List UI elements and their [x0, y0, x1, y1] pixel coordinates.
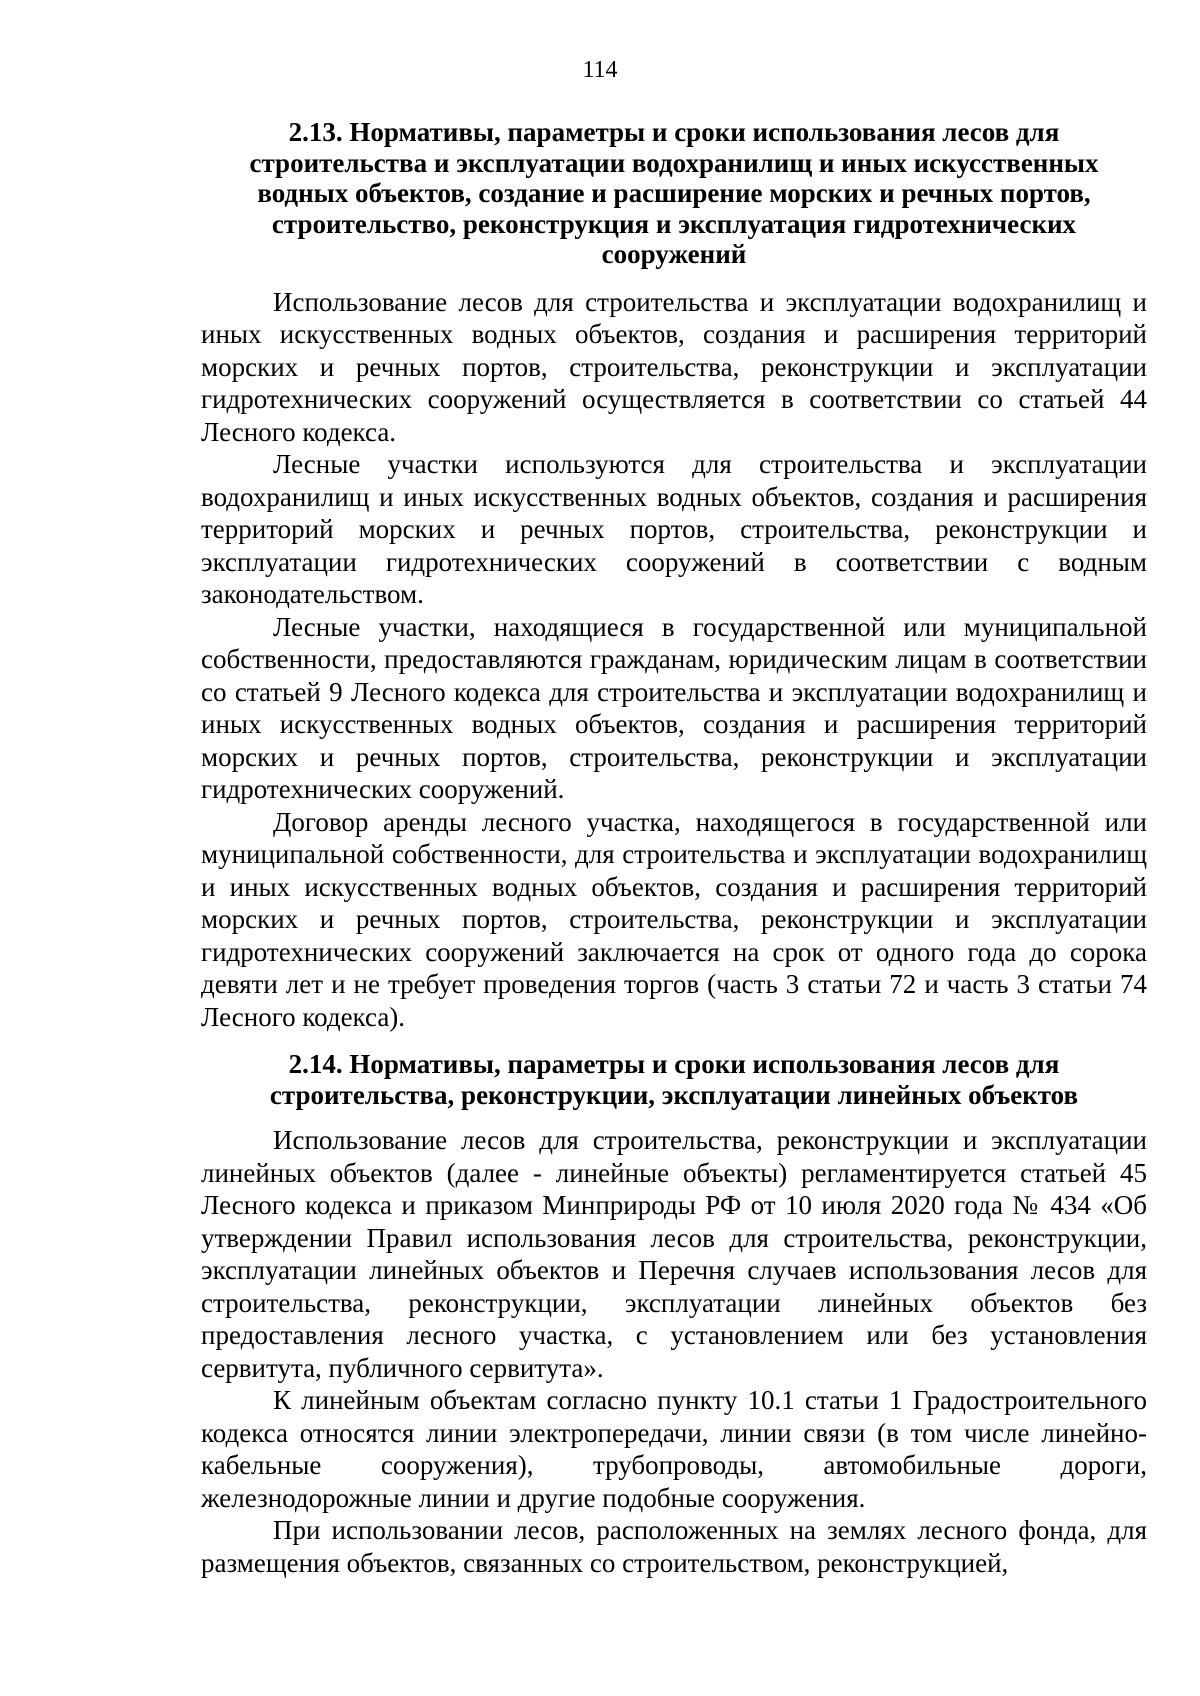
section-2-13-paragraph: Договор аренды лесного участка, находящегося в государственной или муниципальной собственности, для строительства и эксплуатации водохранилищ и иных искусственных водных объектов, создания и расширения территорий морских и речных портов, строительства, реконструкции и эксплуатации гидротехнических сооружений заключается на срок от одного года до сорока девяти лет и не требует проведения торгов (часть 3 статьи 72 и часть 3 статьи 74 Лесного кодекса).	[201, 806, 1147, 1032]
section-2-14-paragraph: При использовании лесов, расположенных на землях лесного фонда, для размещения объектов, связанных со строительством, реконструкцией,	[201, 1515, 1147, 1578]
page-content	[201, 117, 1147, 1579]
section-2-13-paragraph: Использование лесов для строительства и эксплуатации водохранилищ и иных искусственных водных объектов, создания и расширения территорий морских и речных портов, строительства, реконструкции и эксплуатации гидротехнических сооружений осуществляется в соответствии со статьей 44 Лесного кодекса.	[201, 286, 1147, 447]
section-2-13-heading: 2.13. Нормативы, параметры и сроки использования лесов для строительства и эксплуатации водохранилищ и иных искусственных водных объектов, создание и расширение морских и речных портов, строительство, реконструкция и эксплуатация гидротехнических сооружений	[249, 117, 1099, 269]
section-2-13-paragraph: Лесные участки, находящиеся в государственной или муниципальной собственности, предоставляются гражданам, юридическим лицам в соответствии со статьей 9 Лесного кодекса для строительства и эксплуатации водохранилищ и иных искусственных водных объектов, создания и расширения территорий морских и речных портов, строительства, реконструкции и эксплуатации гидротехнических сооружений.	[201, 611, 1147, 804]
section-2-13-paragraph: Лесные участки используются для строительства и эксплуатации водохранилищ и иных искусственных водных объектов, создания и расширения территорий морских и речных портов, строительства, реконструкции и эксплуатации гидротехнических сооружений в соответствии с водным законодательством.	[201, 449, 1147, 609]
section-2-14-paragraph: Использование лесов для строительства, реконструкции и эксплуатации линейных объектов (далее - линейные объекты) регламентируется статьей 45 Лесного кодекса и приказом Минприроды РФ от 10 июля 2020 года № 434 «Об утверждении Правил использования лесов для строительства, реконструкции, эксплуатации линейных объектов и Перечня случаев использования лесов для строительства, реконструкции, эксплуатации линейных объектов без предоставления лесного участка, с установлением или без установления сервитута, публичного сервитута».	[201, 1125, 1147, 1383]
section-2-14-heading: 2.14. Нормативы, параметры и сроки использования лесов для строительства, реконструкции, эксплуатации линейных объектов	[269, 1049, 1079, 1110]
page-number: 114	[582, 57, 618, 83]
section-2-14-paragraph: К линейным объектам согласно пункту 10.1 статьи 1 Градостроительного кодекса относятся линии электропередачи, линии связи (в том числе линейно-кабельные сооружения), трубопроводы, автомобильные дороги, железнодорожные линии и другие подобные сооружения.	[201, 1385, 1147, 1513]
